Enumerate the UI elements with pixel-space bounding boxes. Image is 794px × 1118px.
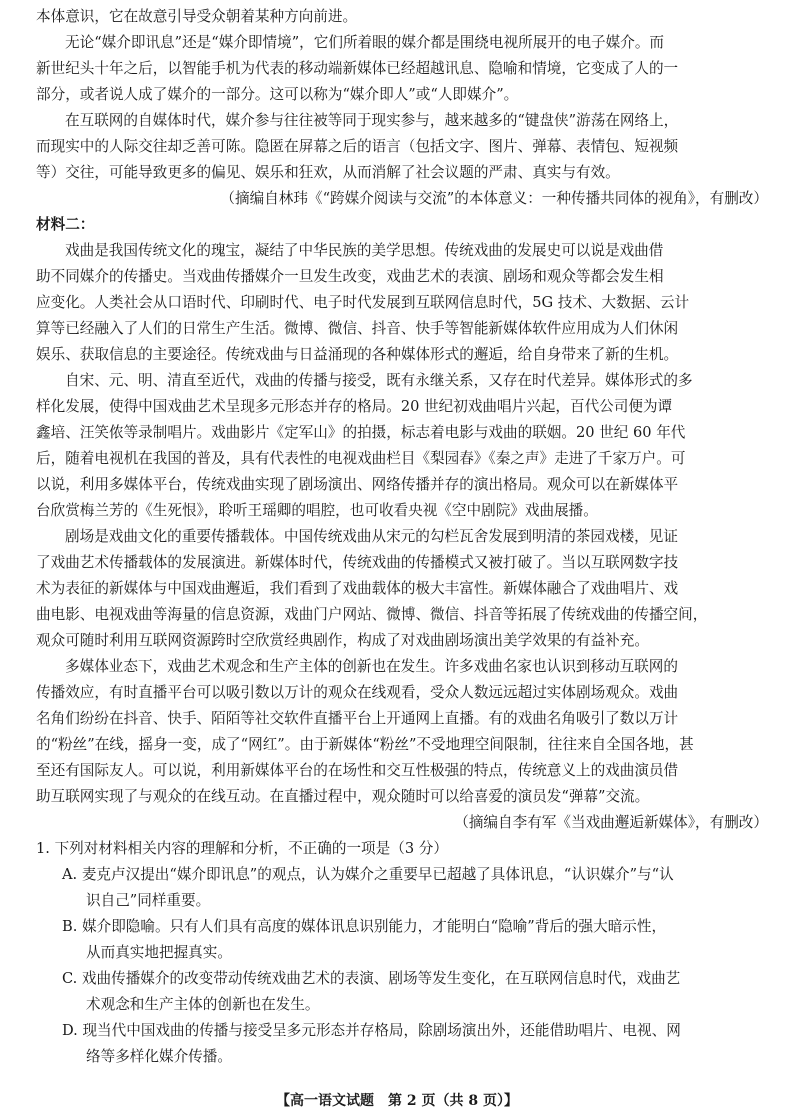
text-line: 术为表征的新媒体与中国戏曲邂逅，我们看到了戏曲载体的极大丰富性。新媒体融合了戏曲唱片、戏 <box>36 580 679 597</box>
text-line: 了戏曲艺术传播载体的发展演进。新媒体时代，传统戏曲的传播模式又被打破了。当以互联网数字技 <box>36 554 679 571</box>
text-line: 多媒体业态下，戏曲艺术观念和生产主体的创新也在发生。许多戏曲名家也认识到移动互联网的 <box>65 658 678 675</box>
text-line: 新世纪头十年之后，以智能手机为代表的移动端新媒体已经超越讯息、隐喻和情境，它变成了人的一 <box>36 60 679 77</box>
text-line: 台欣赏梅兰芳的《生死恨》，聆听王瑶卿的唱腔，也可收看央视《空中剧院》戏曲展播。 <box>36 502 598 519</box>
text-line: 自宋、元、明、清直至近代，戏曲的传播与接受，既有永继关系，又存在时代差异。媒体形式的多 <box>65 372 693 389</box>
text-line: 至还有国际友人。可以说，利用新媒体平台的在场性和交互性极强的特点，传统意义上的戏曲演员借 <box>36 762 679 779</box>
text-line: 在互联网的自媒体时代，媒介参与往往被等同于现实参与，越来越多的“键盘侠”游荡在网络上， <box>65 112 679 129</box>
text-line: 的“粉丝”在线，摇身一变，成了“网红”。由于新媒体“粉丝”不受地理空间限制，往往来自全国各地，甚 <box>36 736 694 753</box>
page-footer: 【高一语文试题 第 2 页（共 8 页）】 <box>276 1093 518 1109</box>
text-line: 样化发展，使得中国戏曲艺术呈现多元形态并存的格局。20 世纪初戏曲唱片兴起，百代公司便为谭 <box>36 398 673 415</box>
text-line: 以说，利用多媒体平台，传统戏曲实现了剧场演出、网络传播并存的演出格局。观众可以在新媒体平 <box>36 476 679 493</box>
option-a: A. 麦克卢汉提出“媒介即讯息”的观点，认为媒介之重要早已超越了具体讯息，“认识媒介”与“认 <box>62 866 674 883</box>
text-line: 算等已经融入了人们的日常生产生活。微博、微信、抖音、快手等智能新媒体软件应用成为人们休闲 <box>36 320 679 337</box>
text-line: 部分，或者说人成了媒介的一部分。这可以称为“媒介即人”或“人即媒介”。 <box>36 86 519 103</box>
text-line: 而现实中的人际交往却乏善可陈。隐匿在屏幕之后的语言（包括文字、图片、弹幕、表情包、短视频 <box>36 138 679 155</box>
option-d-continued: 络等多样化媒介传播。 <box>86 1048 232 1065</box>
text-line: 后，随着电视机在我国的普及，具有代表性的电视戏曲栏目《梨园春》《秦之声》走进了千家万户。可 <box>36 450 686 467</box>
text-line: 本体意识，它在故意引导受众朝着某种方向前进。 <box>36 8 358 25</box>
option-a-continued: 识自己”同样重要。 <box>86 892 211 909</box>
text-line: 名角们纷纷在抖音、快手、陌陌等社交软件直播平台上开通网上直播。有的戏曲名角吸引了数以万计 <box>36 710 679 727</box>
document-page <box>36 4 776 1070</box>
option-b: B. 媒介即隐喻。只有人们具有高度的媒体讯息识别能力，才能明白“隐喻”背后的强大暗示性， <box>62 918 667 935</box>
text-line: 观众可随时利用互联网资源跨时空欣赏经典剧作，构成了对戏曲剧场演出美学效果的有益补充。 <box>36 632 649 649</box>
text-line: 助互联网实现了与观众的在线互动。在直播过程中，观众随时可以给喜爱的演员发“弹幕”交流。 <box>36 788 650 805</box>
section-heading: 材料二： <box>36 216 95 233</box>
text-line: 助不同媒介的传播史。当戏曲传播媒介一旦发生改变，戏曲艺术的表演、剧场和观众等都会发生相 <box>36 268 664 285</box>
text-line: 戏曲是我国传统文化的瑰宝，凝结了中华民族的美学思想。传统戏曲的发展史可以说是戏曲借 <box>65 242 664 259</box>
text-line: 剧场是戏曲文化的重要传播载体。中国传统戏曲从宋元的勾栏瓦舍发展到明清的茶园戏楼，见证 <box>65 528 678 545</box>
option-c-continued: 术观念和生产主体的创新也在发生。 <box>86 996 320 1013</box>
source-citation: （摘编自李有军《当戏曲邂逅新媒体》，有删改） <box>454 814 768 831</box>
question-stem: 1. 下列对材料相关内容的理解和分析，不正确的一项是（3 分） <box>36 840 448 857</box>
option-d: D. 现当代中国戏曲的传播与接受呈多元形态并存格局，除剧场演出外，还能借助唱片、电视、网 <box>62 1022 681 1039</box>
source-citation: （摘编自林玮《“跨媒介阅读与交流”的本体意义：一种传播共同体的视角》，有删改） <box>220 190 768 207</box>
option-b-continued: 从而真实地把握真实。 <box>86 944 232 961</box>
text-line: 等）交往，可能导致更多的偏见、娱乐和狂欢，从而消解了社会议题的严肃、真实与有效。 <box>36 164 620 181</box>
text-line: 娱乐、获取信息的主要途径。传统戏曲与日益涌现的各种媒体形式的邂逅，给自身带来了新的生机。 <box>36 346 679 363</box>
option-c: C. 戏曲传播媒介的改变带动传统戏曲艺术的表演、剧场等发生变化，在互联网信息时代，戏曲艺 <box>62 970 681 987</box>
text-line: 曲电影、电视戏曲等海量的信息资源，戏曲门户网站、微博、微信、抖音等拓展了传统戏曲的传播空间， <box>36 606 708 623</box>
text-line: 传播效应，有时直播平台可以吸引数以万计的观众在线观看，受众人数远远超过实体剧场观众。戏曲 <box>36 684 679 701</box>
text-line: 应变化。人类社会从口语时代、印刷时代、电子时代发展到互联网信息时代，5G 技术、大数据、云计 <box>36 294 690 311</box>
text-line: 无论“媒介即讯息”还是“媒介即情境”，它们所着眼的媒介都是围绕电视所展开的电子媒介。而 <box>65 34 665 51</box>
text-line: 鑫培、汪笑侬等录制唱片。戏曲影片《定军山》的拍摄，标志着电影与戏曲的联姻。20 世纪 60 年代 <box>36 424 686 441</box>
